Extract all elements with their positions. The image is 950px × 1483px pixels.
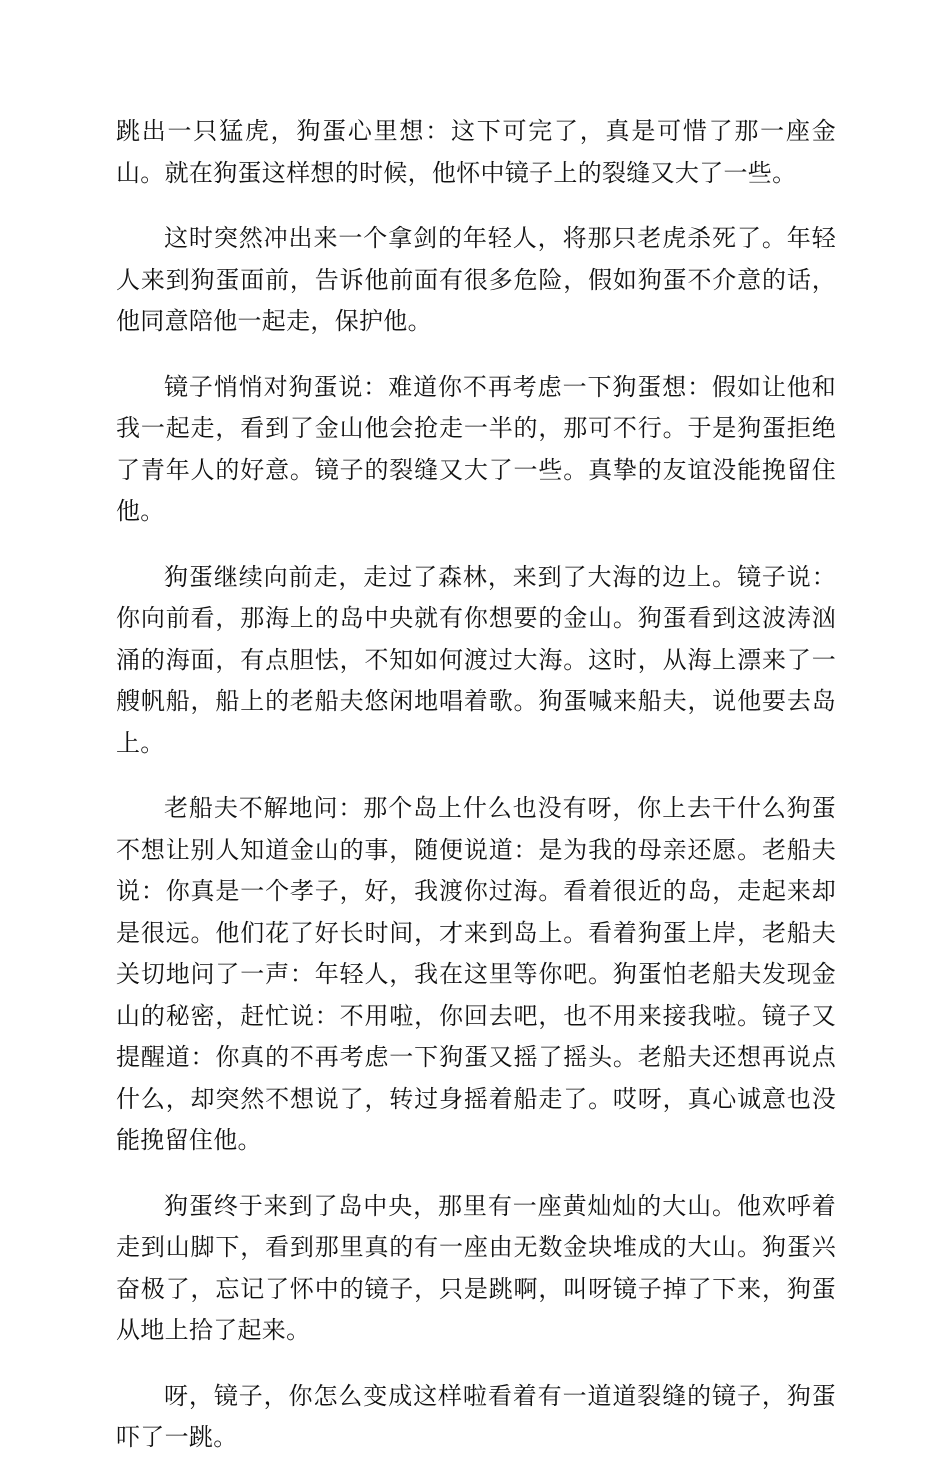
paragraph: 狗蛋继续向前走，走过了森林，来到了大海的边上。镜子说：你向前看，那海上的岛中央就有你想要的金山。狗蛋看到这波涛汹涌的海面，有点胆怯，不知如何渡过大海。这时，从海上漂来了一艘帆船，船上的老船夫悠闲地唱着歌。狗蛋喊来船夫，说他要去岛上。: [116, 562, 836, 757]
paragraph: 狗蛋终于来到了岛中央，那里有一座黄灿灿的大山。他欢呼着走到山脚下，看到那里真的有一座由无数金块堆成的大山。狗蛋兴奋极了，忘记了怀中的镜子，只是跳啊，叫呀镜子掉了下来，狗蛋从地上拾了起来。: [116, 1191, 836, 1344]
paragraph: 这时突然冲出来一个拿剑的年轻人，将那只老虎杀死了。年轻人来到狗蛋面前，告诉他前面有很多危险，假如狗蛋不介意的话，他同意陪他一起走，保护他。: [116, 224, 836, 335]
paragraph: 镜子悄悄对狗蛋说：难道你不再考虑一下狗蛋想：假如让他和我一起走，看到了金山他会抢走一半的，那可不行。于是狗蛋拒绝了青年人的好意。镜子的裂缝又大了一些。真挚的友谊没能挽留住他。: [116, 372, 836, 525]
paragraph: 老船夫不解地问：那个岛上什么也没有呀，你上去干什么狗蛋不想让别人知道金山的事，随便说道：是为我的母亲还愿。老船夫说：你真是一个孝子，好，我渡你过海。看着很近的岛，走起来却是很远。他们花了好长时间，才来到岛上。看着狗蛋上岸，老船夫关切地问了一声：年轻人，我在这里等你吧。狗蛋怕老船夫发现金山的秘密，赶忙说：不用啦，你回去吧，也不用来接我啦。镜子又提醒道：你真的不再考虑一下狗蛋又摇了摇头。老船夫还想再说点什么，却突然不想说了，转过身摇着船走了。哎呀，真心诚意也没能挽留住他。: [116, 794, 836, 1154]
paragraph: 呀，镜子，你怎么变成这样啦看着有一道道裂缝的镜子，狗蛋吓了一跳。: [116, 1381, 836, 1451]
document-body: [116, 111, 836, 1483]
paragraph: 跳出一只猛虎，狗蛋心里想：这下可完了，真是可惜了那一座金山。就在狗蛋这样想的时候，他怀中镜子上的裂缝又大了一些。: [116, 117, 836, 187]
